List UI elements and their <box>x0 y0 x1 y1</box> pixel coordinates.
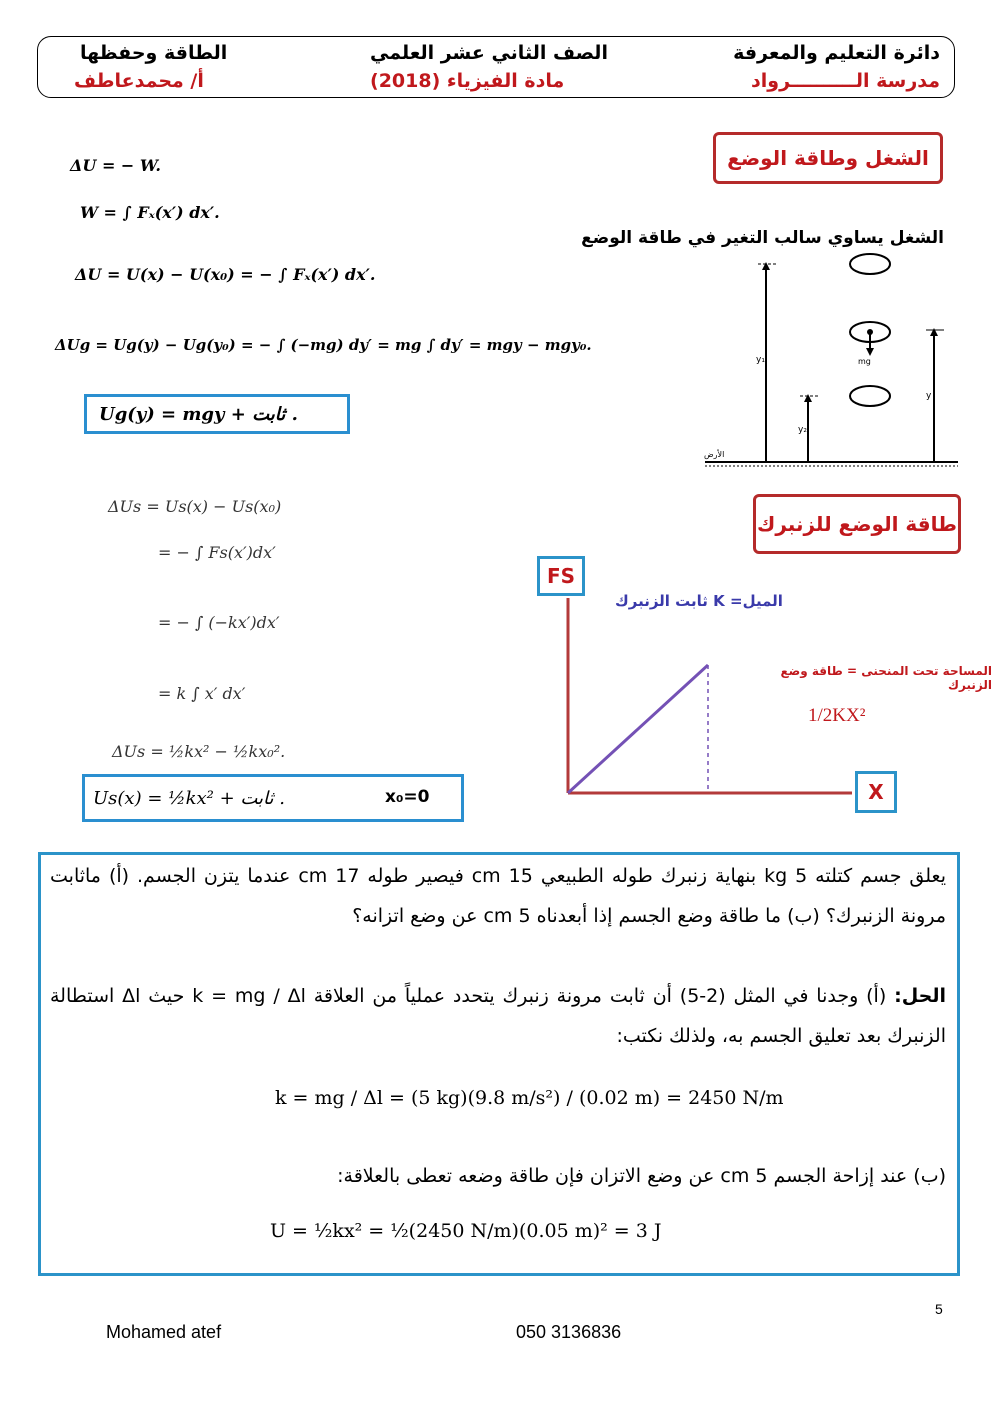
problem-solution-b: (ب) عند إزاحة الجسم 5 cm عن وضع الاتزان فإن طاقة وضعه تعطى بالعلاقة: <box>337 1165 946 1187</box>
formula-spring-energy: U = ½kx² = ½(2450 N/m)(0.05 m)² = 3 J <box>270 1220 662 1242</box>
equation-gravity-potential: ΔUg = Ug(y) − Ug(y₀) = − ∫ (−mg) dy′ = mg ∫ dy′ = mgy − mgy₀. <box>55 336 592 354</box>
gravity-result-equation: Ug(y) = mgy + ثابت . <box>99 404 298 425</box>
chart-x-axis-label: X <box>868 780 884 804</box>
ball-top <box>850 254 890 274</box>
label-y2: y₂ <box>798 425 807 435</box>
problem-solution-a <box>50 976 946 1056</box>
label-mg: mg <box>858 357 871 366</box>
y1-arrow-head <box>762 262 770 270</box>
formula-spring-constant: k = mg / Δl = (5 kg)(9.8 m/s²) / (0.02 m) = 2450 N/m <box>275 1087 784 1109</box>
chart-area-label: المساحة تحت المنحنى = طاقة وضع الزنبرك <box>780 664 992 692</box>
y-arrow-head <box>930 328 938 336</box>
spring-result-box <box>82 774 464 822</box>
chart-x-label-box <box>855 771 897 813</box>
work-statement: الشغل يساوي سالب التغير في طاقة الوضع <box>581 228 944 248</box>
chart-force-line <box>568 665 708 793</box>
spring-eq-line3: = − ∫ (−kx′)dx′ <box>158 613 280 632</box>
chart-y-axis-label: FS <box>546 564 576 588</box>
equation-work-integral: W = ∫ Fₓ(x′) dx′. <box>80 203 220 222</box>
equation-potential-integral: ΔU = U(x) − U(x₀) = − ∫ Fₓ(x′) dx′. <box>75 265 376 284</box>
ball-bottom <box>850 386 890 406</box>
solution-a-text: (أ) وجدنا في المثل (2-5) أن ثابت مرونة زنبرك يتحدد عملياً من العلاقة k = mg / Δl حيث Δl استطالة الزنبرك بعد تعليق الجسم به، ولذلك نكتب: <box>50 985 946 1047</box>
section-title-work-potential: الشغل وطاقة الوضع <box>713 132 943 184</box>
header-department: دائرة التعليم والمعرفة <box>733 42 940 64</box>
header-teacher: أ/ محمدعاطف <box>74 70 204 92</box>
label-y: y <box>926 391 932 401</box>
y2-arrow-head <box>804 394 812 402</box>
header-school: مدرسة الــــــــــرواد <box>751 70 940 92</box>
height-diagram <box>700 248 962 470</box>
spring-result-equation: Us(x) = ½kx² + ثابت . <box>93 788 286 809</box>
problem-question: يعلق جسم كتلته 5 kg بنهاية زنبرك طوله الطبيعي 15 cm فيصير طوله 17 cm عندما يتزن الجسم. (أ) ماثابت مرونة الزنبرك؟ (ب) ما طاقة وضع الجسم إذا أبعدناه 5 cm عن وضع اتزانه؟ <box>50 865 946 927</box>
spring-force-chart <box>560 590 860 800</box>
spring-result-note: x₀=0 <box>385 787 430 807</box>
header-subject: مادة الفيزياء (2018) <box>370 70 565 92</box>
label-ground: الأرض <box>704 450 725 459</box>
header-unit: الطاقة وحفظها <box>80 42 228 64</box>
solution-label: الحل: <box>894 985 946 1007</box>
footer-phone: 050 3136836 <box>516 1322 622 1342</box>
footer-author: Mohamed atef <box>106 1322 222 1342</box>
spring-eq-line2: = − ∫ Fs(x′)dx′ <box>158 543 276 562</box>
gravity-result-box <box>84 394 350 434</box>
spring-eq-line1: ΔUs = Us(x) − Us(x₀) <box>108 497 282 516</box>
page-number: 5 <box>935 1301 943 1317</box>
spring-eq-line4: = k ∫ x′ dx′ <box>158 684 246 703</box>
label-y1: y₁ <box>756 355 765 365</box>
chart-slope-label: الميل= K ثابت الزنبرك <box>615 592 783 610</box>
equation-delta-u: ΔU = − W. <box>70 156 161 175</box>
chart-area-formula: 1/2KX² <box>808 705 866 726</box>
header-grade: الصف الثاني عشر العلمي <box>370 42 608 64</box>
spring-eq-line5: ΔUs = ½kx² − ½kx₀². <box>112 742 286 761</box>
section-title-spring-potential: طاقة الوضع للزنبرك <box>753 494 961 554</box>
weight-arrow-head <box>866 348 874 356</box>
